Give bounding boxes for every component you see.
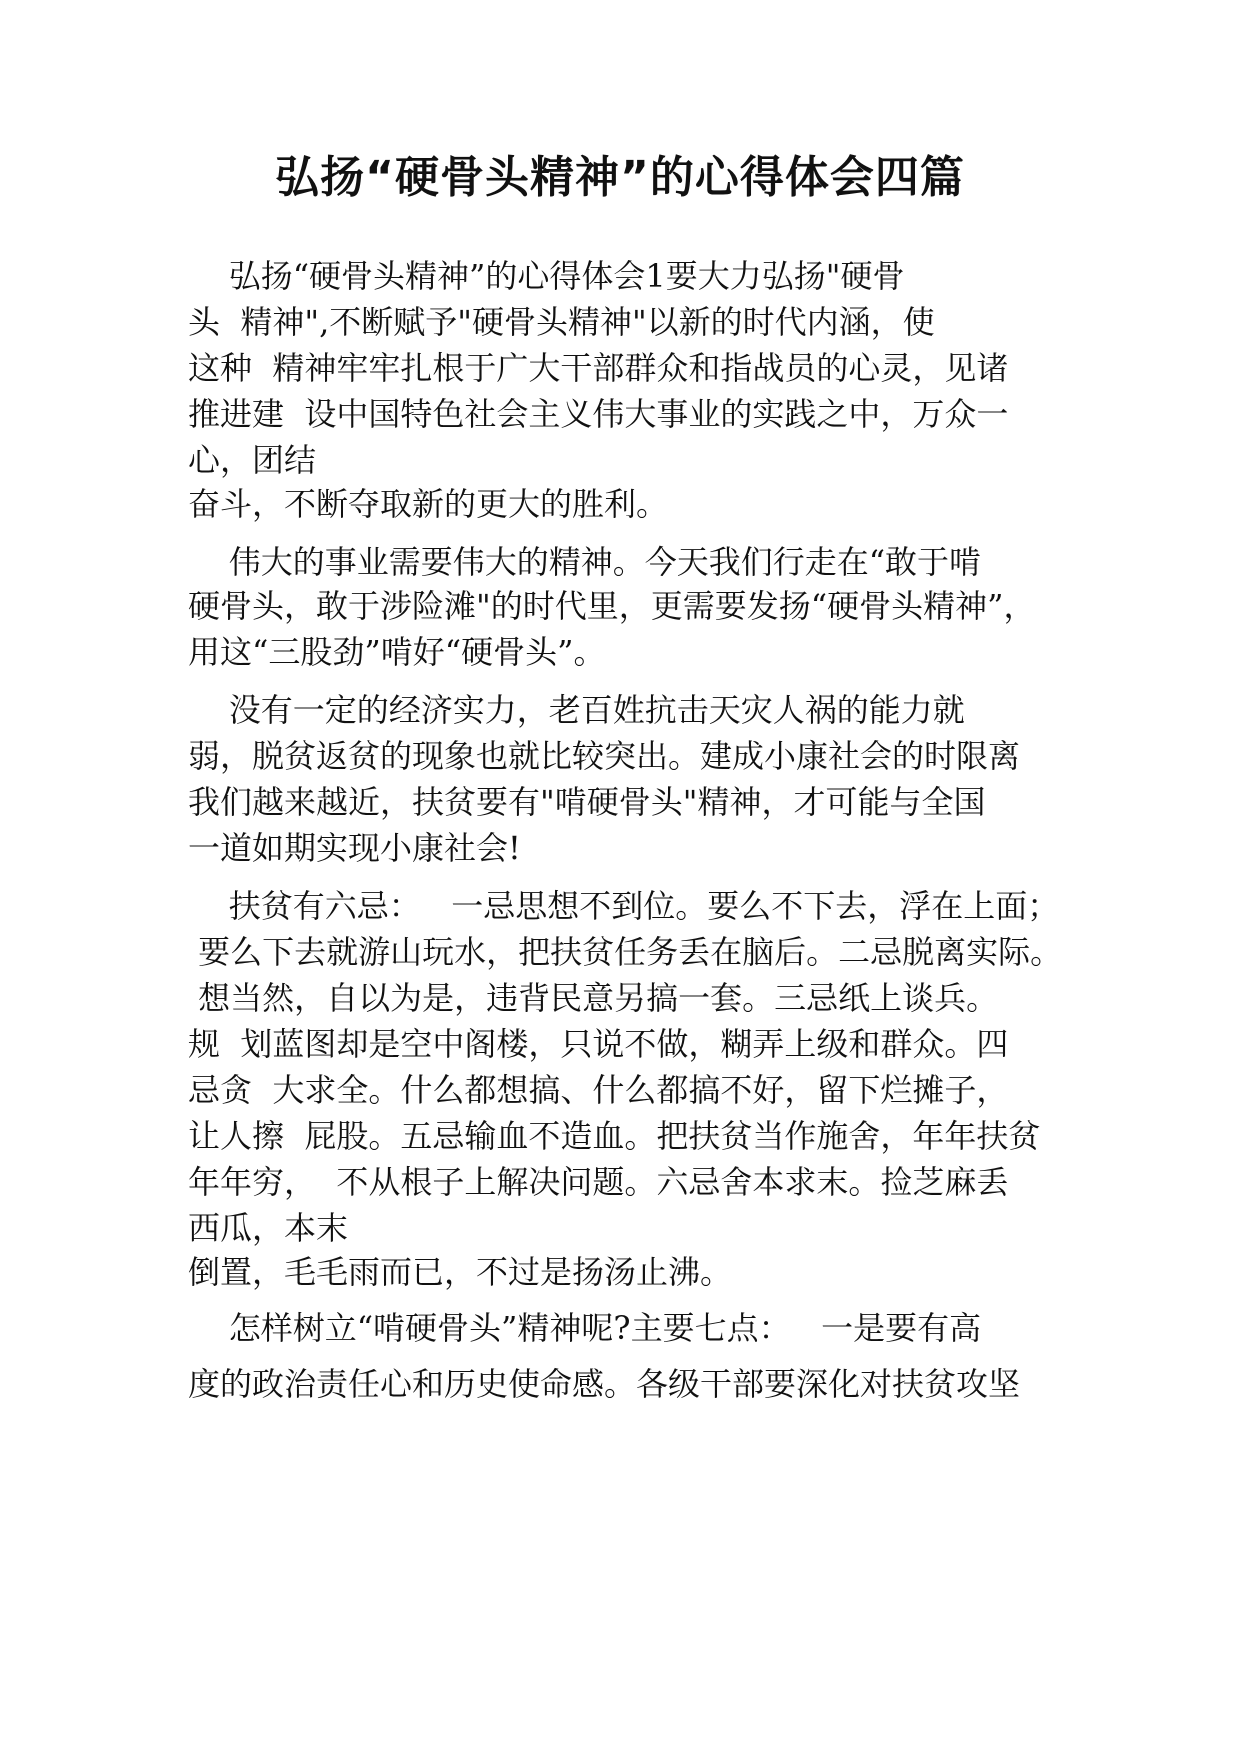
- text-line: 头 精神",不断赋予"硬骨头精神"以新的时代内涵，使: [188, 303, 935, 341]
- text-line: 度的政治责任心和历史使命感。各级干部要深化对扶贫攻坚: [188, 1365, 1021, 1403]
- text-line: 弱，脱贫返贫的现象也就比较突出。建成小康社会的时限离: [188, 737, 1021, 775]
- text-line: 想当然，自以为是，违背民意另搞一套。三忌纸上谈兵。: [188, 979, 999, 1017]
- text-line: 伟大的事业需要伟大的精神。今天我们行走在“敢于啃: [188, 543, 982, 581]
- text-line: 扶贫有六忌： 一忌思想不到位。要么不下去，浮在上面；: [188, 887, 1060, 925]
- document-title: 弘扬“硬骨头精神”的心得体会四篇: [275, 152, 965, 203]
- text-line: 要么下去就游山玩水，把扶贫任务丢在脑后。二忌脱离实际。: [188, 933, 1063, 971]
- text-line: 规 划蓝图却是空中阁楼，只说不做，糊弄上级和群众。四: [188, 1025, 1009, 1063]
- text-line: 忌贪 大求全。什么都想搞、什么都搞不好，留下烂摊子，: [188, 1071, 1009, 1109]
- text-line: 一道如期实现小康社会!: [188, 829, 521, 867]
- text-line: 奋斗，不断夺取新的更大的胜利。: [188, 485, 669, 523]
- text-line: 弘扬“硬骨头精神”的心得体会1要大力弘扬"硬骨: [188, 257, 905, 295]
- text-line: 心，团结: [188, 441, 317, 479]
- text-line: 倒置，毛毛雨而已，不过是扬汤止沸。: [188, 1253, 733, 1291]
- text-line: 西瓜，本末: [188, 1209, 349, 1247]
- text-line: 硬骨头，敢于涉险滩"的时代里，更需要发扬“硬骨头精神”，: [188, 587, 1036, 625]
- text-line: 让人擦 屁股。五忌输血不造血。把扶贫当作施舍，年年扶贫: [188, 1117, 1041, 1155]
- text-line: 这种 精神牢牢扎根于广大干部群众和指战员的心灵，见诸: [188, 349, 1009, 387]
- text-line: 用这“三股劲”啃好“硬骨头”。: [188, 633, 606, 671]
- text-line: 推进建 设中国特色社会主义伟大事业的实践之中，万众一: [188, 395, 1009, 433]
- text-line: 没有一定的经济实力，老百姓抗击天灾人祸的能力就: [188, 691, 965, 729]
- text-line: 我们越来越近，扶贫要有"啃硬骨头"精神，才可能与全国: [188, 783, 986, 821]
- text-line: 年年穷， 不从根子上解决问题。六忌舍本求末。捡芝麻丢: [188, 1163, 1009, 1201]
- text-line: 怎样树立“啃硬骨头”精神呢?主要七点： 一是要有高: [188, 1309, 982, 1347]
